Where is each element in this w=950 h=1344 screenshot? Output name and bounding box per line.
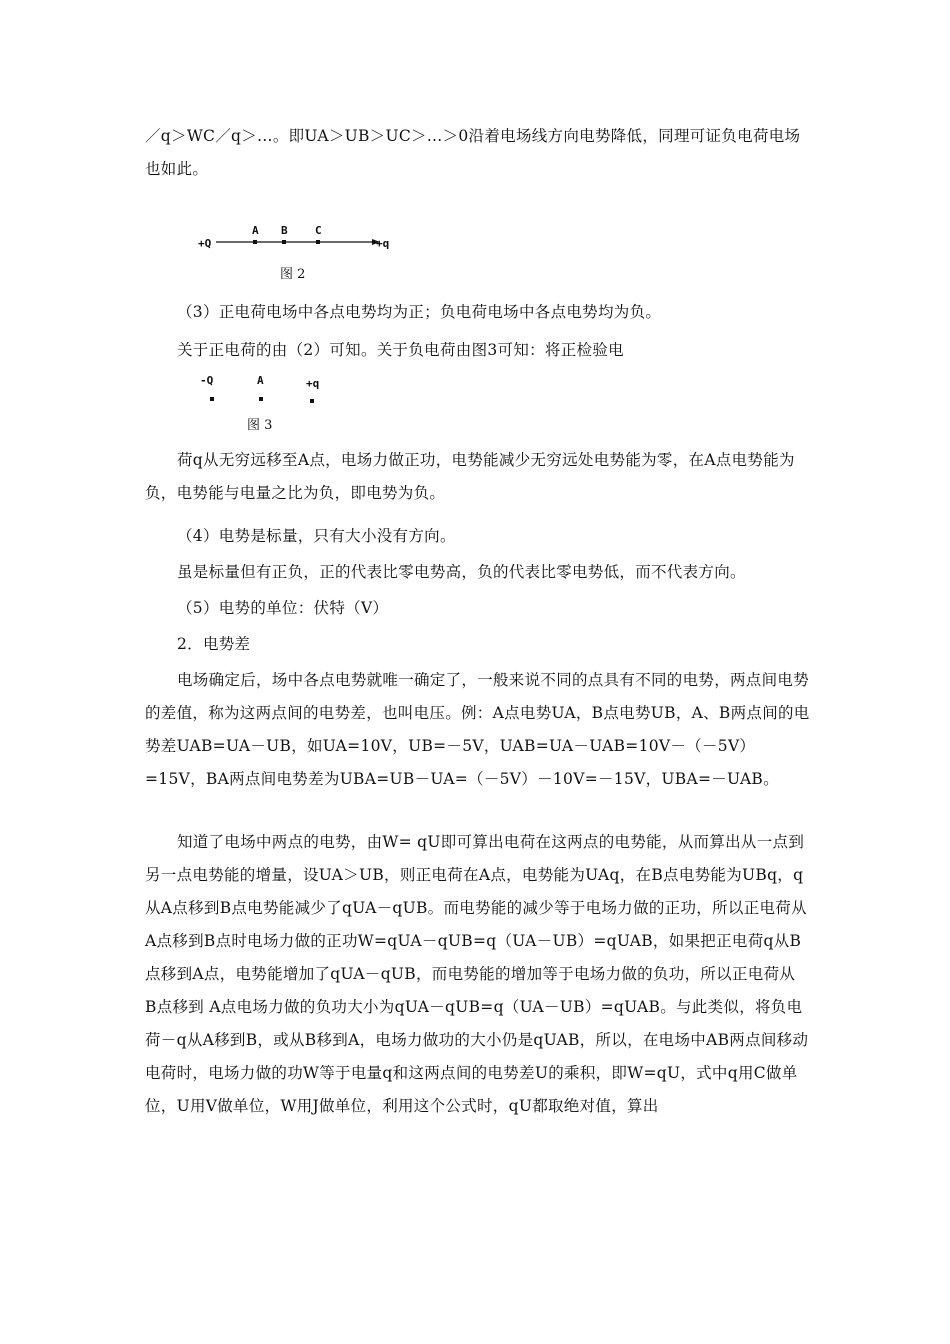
fig3-point-a-label: A bbox=[257, 374, 264, 387]
paragraph-4: 荷q从无穷远移至A点，电场力做正功，电势能减少无穷远处电势能为零，在A点电势能为负，电势能与电量之比为负，即电势为负。 bbox=[145, 451, 795, 502]
paragraph-5: （4）电势是标量，只有大小没有方向。 bbox=[177, 527, 456, 545]
paragraph-6: 虽是标量但有正负，正的代表比零电势高，负的代表比零电势低，而不代表方向。 bbox=[177, 563, 746, 581]
paragraph-10: 知道了电场中两点的电势，由W= qU即可算出电荷在这两点的电势能，从而算出从一点到另一点电势能的增量，设UA＞UB，则正电荷在A点，电势能为UAq，在B点电势能为UBq，q从A点移到B点电势能减少了qUA－qUB。而电势能的减少等于电场力做的正功，所以正电荷从A点移到B点时电场力做的正功W=qUA－qUB=q（UA－UB）=qUAB，如果把正电荷q从B点移到A点，电势能增加了qUA－qUB，而电势能的增加等于电场力做的负功，所以正电荷从 B点移到 A点电场力做的负功大小为qUA－qUB=q（UA－UB）=qUAB。与此类似，将负电荷－q从A移到B，或从B移到A，电场力做功的大小仍是qUAB，所以，在电场中AB两点间移动电荷时，电场力做的功W等于电量q和这两点间的电势差U的乘积，即W=qU，式中q用C做单位，U用V做单位，W用J做单位，利用这个公式时，qU都取绝对值，算出 bbox=[145, 833, 809, 1115]
fig3-test-charge-dot bbox=[310, 399, 314, 403]
fig3-caption: 图 3 bbox=[247, 418, 273, 433]
paragraph-7: （5）电势的单位：伏特（V） bbox=[177, 599, 389, 617]
fig3-point-a-dot bbox=[259, 397, 263, 401]
fig3-negative-charge-label: -Q bbox=[200, 374, 214, 387]
fig3-negative-charge-dot bbox=[210, 397, 214, 401]
paragraph-1: ／q＞WC／q＞…。即UA＞UB＞UC＞…＞0沿着电场线方向电势降低，同理可证负电荷电场也如此。 bbox=[145, 127, 801, 178]
section-heading: 2．电势差 bbox=[177, 635, 251, 653]
fig2-point-c-dot bbox=[316, 240, 320, 244]
paragraph-3: 关于正电荷的由（2）可知。关于负电荷由图3可知：将正检验电 bbox=[177, 341, 624, 359]
fig3-test-charge-label: +q bbox=[306, 377, 320, 390]
fig2-point-a-label: A bbox=[252, 224, 259, 237]
fig2-point-c-label: C bbox=[315, 224, 322, 237]
paragraph-9: 电场确定后，场中各点电势就唯一确定了，一般来说不同的点具有不同的电势，两点间电势的差值，称为这两点间的电势差，也叫电压。例：A点电势UA，B点电势UB，A、B两点间的电势差UAB=UA－UB，如UA=10V，UB=－5V，UAB=UA－UAB=10V－（－5V）=15V，BA两点间电势差为UBA=UB－UA=（－5V）－10V=－15V，UBA=－UAB。 bbox=[145, 671, 810, 788]
fig2-point-b-label: B bbox=[281, 224, 288, 237]
fig2-caption: 图 2 bbox=[280, 267, 306, 282]
fig2-point-a-dot bbox=[253, 240, 257, 244]
fig2-left-charge-label: +Q bbox=[198, 237, 212, 250]
fig2-right-charge-label: +q bbox=[376, 237, 390, 250]
paragraph-2: （3）正电荷电场中各点电势均为正；负电荷电场中各点电势均为负。 bbox=[177, 303, 662, 321]
fig2-point-b-dot bbox=[282, 240, 286, 244]
field-line-arrow bbox=[214, 236, 384, 248]
